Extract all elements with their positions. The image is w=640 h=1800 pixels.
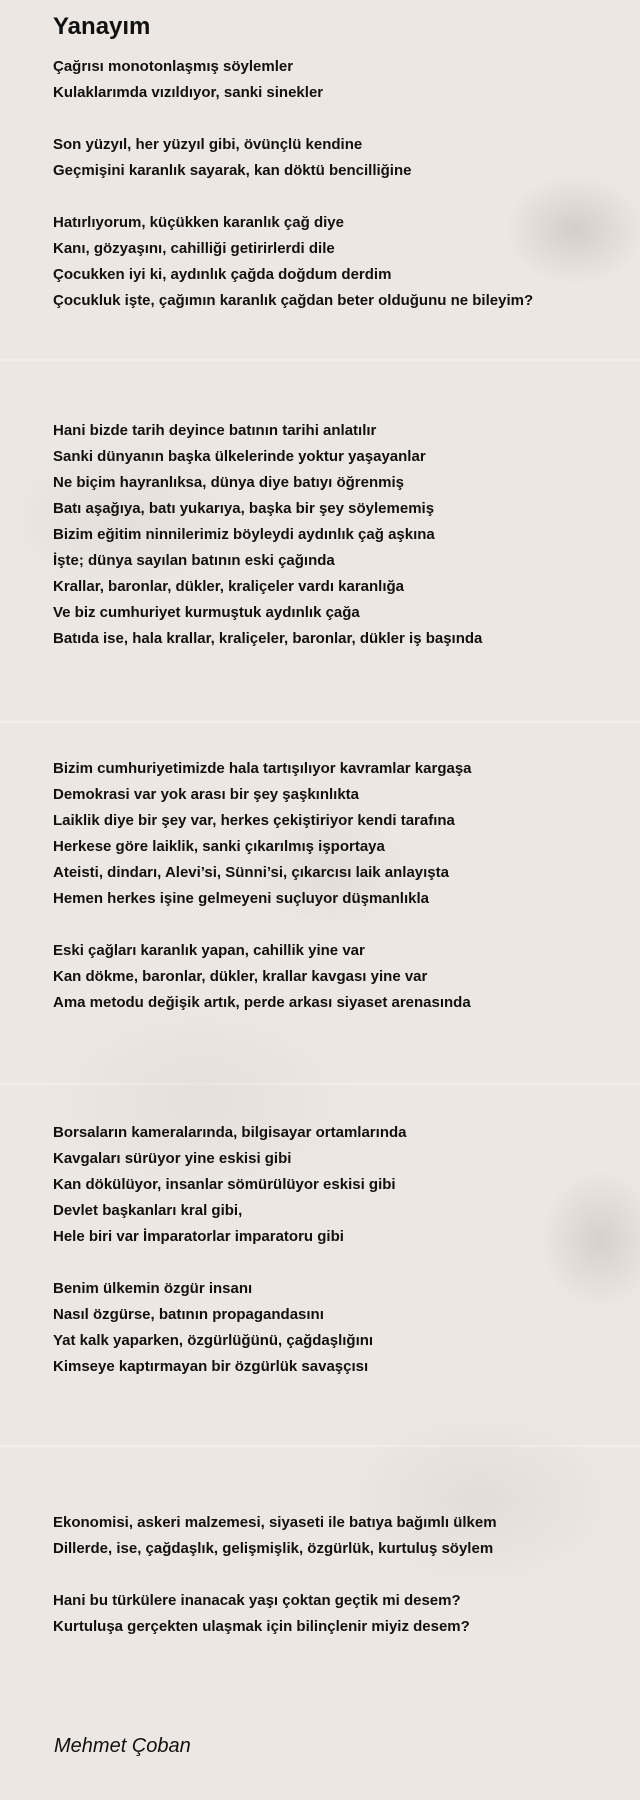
- poem-line: Ekonomisi, askeri malzemesi, siyaseti ile batıya bağımlı ülkem: [53, 1514, 497, 1531]
- poem-line: Herkese göre laiklik, sanki çıkarılmış işportaya: [53, 838, 385, 855]
- poem-line: Ne biçim hayranlıksa, dünya diye batıyı öğrenmiş: [53, 474, 404, 491]
- stanza: [53, 1120, 623, 1250]
- poem-line: Sanki dünyanın başka ülkelerinde yoktur yaşayanlar: [53, 448, 426, 465]
- poem-line: Demokrasi var yok arası bir şey şaşkınlıkta: [53, 786, 360, 803]
- poem-line: Kulaklarımda vızıldıyor, sanki sinekler: [53, 84, 324, 101]
- stanza: [53, 418, 623, 652]
- stanza: [53, 756, 623, 912]
- poem-line: Krallar, baronlar, dükler, kraliçeler vardı karanlığa: [53, 578, 405, 595]
- poem-line: Batı aşağıya, batı yukarıya, başka bir şey söylememiş: [53, 500, 435, 517]
- poem-line: Ve biz cumhuriyet kurmuştuk aydınlık çağa: [53, 604, 360, 621]
- poem: [53, 12, 623, 1666]
- stanza: [53, 132, 623, 184]
- poem-line: Çağrısı monotonlaşmış söylemler: [53, 58, 294, 75]
- poem-line: Benim ülkemin özgür insanı: [53, 1280, 253, 1297]
- poem-line: Bizim cumhuriyetimizde hala tartışılıyor kavramlar kargaşa: [53, 760, 472, 777]
- poem-line: Ama metodu değişik artık, perde arkası siyaset arenasında: [53, 994, 471, 1011]
- poem-line: Kanı, gözyaşını, cahilliği getirirlerdi dile: [53, 240, 335, 257]
- stanza: [53, 210, 623, 314]
- poem-line: Ateisti, dindarı, Alevi’si, Sünni’si, çıkarcısı laik anlayışta: [53, 864, 449, 881]
- poem-line: Kavgaları sürüyor yine eskisi gibi: [53, 1150, 292, 1167]
- poem-title: Yanayım: [53, 13, 151, 40]
- stanza: [53, 1588, 623, 1640]
- poem-line: Hani bizde tarih deyince batının tarihi anlatılır: [53, 422, 377, 439]
- poem-line: Laiklik diye bir şey var, herkes çekiştiriyor kendi tarafına: [53, 812, 455, 829]
- poem-line: Borsaların kameralarında, bilgisayar ortamlarında: [53, 1124, 407, 1141]
- poem-line: Yat kalk yaparken, özgürlüğünü, çağdaşlığını: [53, 1332, 374, 1349]
- poem-line: Bizim eğitim ninnilerimiz böyleydi aydınlık çağ aşkına: [53, 526, 435, 543]
- stanza: [53, 938, 623, 1016]
- poem-line: Son yüzyıl, her yüzyıl gibi, övünçlü kendine: [53, 136, 363, 153]
- poem-line: Batıda ise, hala krallar, kraliçeler, baronlar, dükler iş başında: [53, 630, 483, 647]
- stanza: [53, 1276, 623, 1380]
- poem-line: Kurtuluşa gerçekten ulaşmak için bilinçlenir miyiz desem?: [53, 1618, 470, 1635]
- poem-line: Hani bu türkülere inanacak yaşı çoktan geçtik mi desem?: [53, 1592, 461, 1609]
- stanza: [53, 54, 623, 106]
- poem-author: Mehmet Çoban: [54, 1735, 191, 1757]
- poem-line: Dillerde, ise, çağdaşlık, gelişmişlik, özgürlük, kurtuluş söylem: [53, 1540, 494, 1557]
- poem-line: Kimseye kaptırmayan bir özgürlük savaşçısı: [53, 1358, 369, 1375]
- poem-line: Geçmişini karanlık sayarak, kan döktü bencilliğine: [53, 162, 412, 179]
- poem-line: İşte; dünya sayılan batının eski çağında: [53, 552, 335, 569]
- poem-line: Nasıl özgürse, batının propagandasını: [53, 1306, 324, 1323]
- poem-line: Kan dökülüyor, insanlar sömürülüyor eskisi gibi: [53, 1176, 396, 1193]
- poem-line: Hemen herkes işine gelmeyeni suçluyor düşmanlıkla: [53, 890, 429, 907]
- poem-line: Çocukluk işte, çağımın karanlık çağdan beter olduğunu ne bileyim?: [53, 292, 534, 309]
- poem-line: Kan dökme, baronlar, dükler, krallar kavgası yine var: [53, 968, 428, 985]
- poem-line: Eski çağları karanlık yapan, cahillik yine var: [53, 942, 365, 959]
- poem-line: Hele biri var İmparatorlar imparatoru gibi: [53, 1228, 344, 1245]
- poem-line: Çocukken iyi ki, aydınlık çağda doğdum derdim: [53, 266, 392, 283]
- poem-line: Hatırlıyorum, küçükken karanlık çağ diye: [53, 214, 344, 231]
- poem-line: Devlet başkanları kral gibi,: [53, 1202, 243, 1219]
- stanza: [53, 1510, 623, 1562]
